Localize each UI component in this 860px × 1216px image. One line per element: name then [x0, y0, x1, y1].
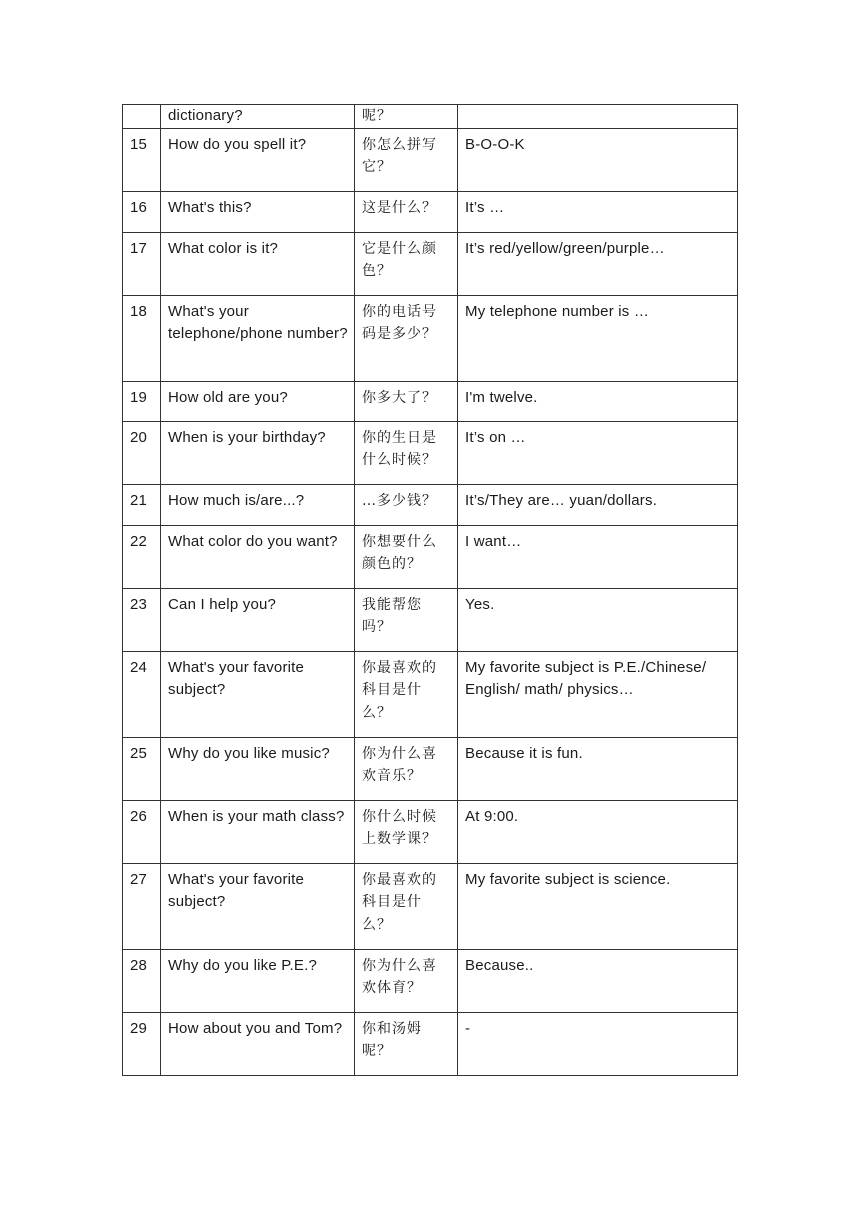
qa-table: [122, 104, 738, 1076]
row-number-cell: [123, 105, 161, 129]
answer-cell: I want…: [458, 525, 738, 588]
answer-cell: Yes.: [458, 588, 738, 651]
answer-cell: I'm twelve.: [458, 381, 738, 421]
chinese-cell: 这是什么？: [355, 191, 458, 232]
table-row: [123, 651, 738, 737]
row-number-cell: 24: [123, 651, 161, 737]
row-number-cell: 19: [123, 381, 161, 421]
row-number-cell: 28: [123, 949, 161, 1012]
table-row: [123, 105, 738, 129]
row-number-cell: 23: [123, 588, 161, 651]
table-row: [123, 588, 738, 651]
row-number-cell: 16: [123, 191, 161, 232]
row-number-cell: 26: [123, 800, 161, 863]
question-cell: How old are you?: [161, 381, 355, 421]
table-row: [123, 800, 738, 863]
chinese-cell: 你和汤姆呢？: [355, 1012, 458, 1075]
question-cell: Why do you like P.E.?: [161, 949, 355, 1012]
row-number-cell: 21: [123, 484, 161, 525]
question-cell: What's your favorite subject?: [161, 651, 355, 737]
chinese-cell: 你为什么喜欢音乐？: [355, 737, 458, 800]
chinese-cell: 你最喜欢的科目是什么？: [355, 863, 458, 949]
question-cell: How about you and Tom?: [161, 1012, 355, 1075]
answer-cell: -: [458, 1012, 738, 1075]
answer-cell: It’s/They are… yuan/dollars.: [458, 484, 738, 525]
answer-cell: Because..: [458, 949, 738, 1012]
table-row: [123, 421, 738, 484]
table-row: [123, 232, 738, 295]
answer-cell: B-O-O-K: [458, 128, 738, 191]
question-cell: What's this?: [161, 191, 355, 232]
row-number-cell: 17: [123, 232, 161, 295]
answer-cell: It’s on …: [458, 421, 738, 484]
chinese-cell: 你最喜欢的科目是什么？: [355, 651, 458, 737]
row-number-cell: 15: [123, 128, 161, 191]
table-row: [123, 863, 738, 949]
answer-cell: My telephone number is …: [458, 295, 738, 381]
table-row: [123, 295, 738, 381]
question-cell: What color do you want?: [161, 525, 355, 588]
question-cell: When is your math class?: [161, 800, 355, 863]
table-row: [123, 381, 738, 421]
row-number-cell: 25: [123, 737, 161, 800]
row-number-cell: 20: [123, 421, 161, 484]
question-cell: What's your favorite subject?: [161, 863, 355, 949]
chinese-cell: 呢？: [355, 105, 458, 129]
row-number-cell: 18: [123, 295, 161, 381]
chinese-cell: 你的电话号码是多少？: [355, 295, 458, 381]
answer-cell: At 9:00.: [458, 800, 738, 863]
question-cell: Why do you like music?: [161, 737, 355, 800]
question-cell: dictionary?: [161, 105, 355, 129]
table-row: [123, 484, 738, 525]
table-row: [123, 1012, 738, 1075]
table-row: [123, 525, 738, 588]
table-row: [123, 737, 738, 800]
table-row: [123, 128, 738, 191]
question-cell: What color is it?: [161, 232, 355, 295]
question-cell: What's your telephone/phone number?: [161, 295, 355, 381]
row-number-cell: 27: [123, 863, 161, 949]
table-row: [123, 191, 738, 232]
chinese-cell: …多少钱？: [355, 484, 458, 525]
answer-cell: [458, 105, 738, 129]
chinese-cell: 你怎么拼写它？: [355, 128, 458, 191]
answer-cell: It’s …: [458, 191, 738, 232]
chinese-cell: 你想要什么颜色的？: [355, 525, 458, 588]
question-cell: Can I help you?: [161, 588, 355, 651]
chinese-cell: 你为什么喜欢体育？: [355, 949, 458, 1012]
row-number-cell: 22: [123, 525, 161, 588]
answer-cell: My favorite subject is science.: [458, 863, 738, 949]
question-cell: How do you spell it?: [161, 128, 355, 191]
question-cell: How much is/are...?: [161, 484, 355, 525]
chinese-cell: 我能帮您吗？: [355, 588, 458, 651]
chinese-cell: 你的生日是什么时候？: [355, 421, 458, 484]
chinese-cell: 你多大了？: [355, 381, 458, 421]
answer-cell: It’s red/yellow/green/purple…: [458, 232, 738, 295]
table-row: [123, 949, 738, 1012]
chinese-cell: 它是什么颜色？: [355, 232, 458, 295]
answer-cell: Because it is fun.: [458, 737, 738, 800]
chinese-cell: 你什么时候上数学课？: [355, 800, 458, 863]
question-cell: When is your birthday?: [161, 421, 355, 484]
row-number-cell: 29: [123, 1012, 161, 1075]
answer-cell: My favorite subject is P.E./Chinese/ English/ math/ physics…: [458, 651, 738, 737]
